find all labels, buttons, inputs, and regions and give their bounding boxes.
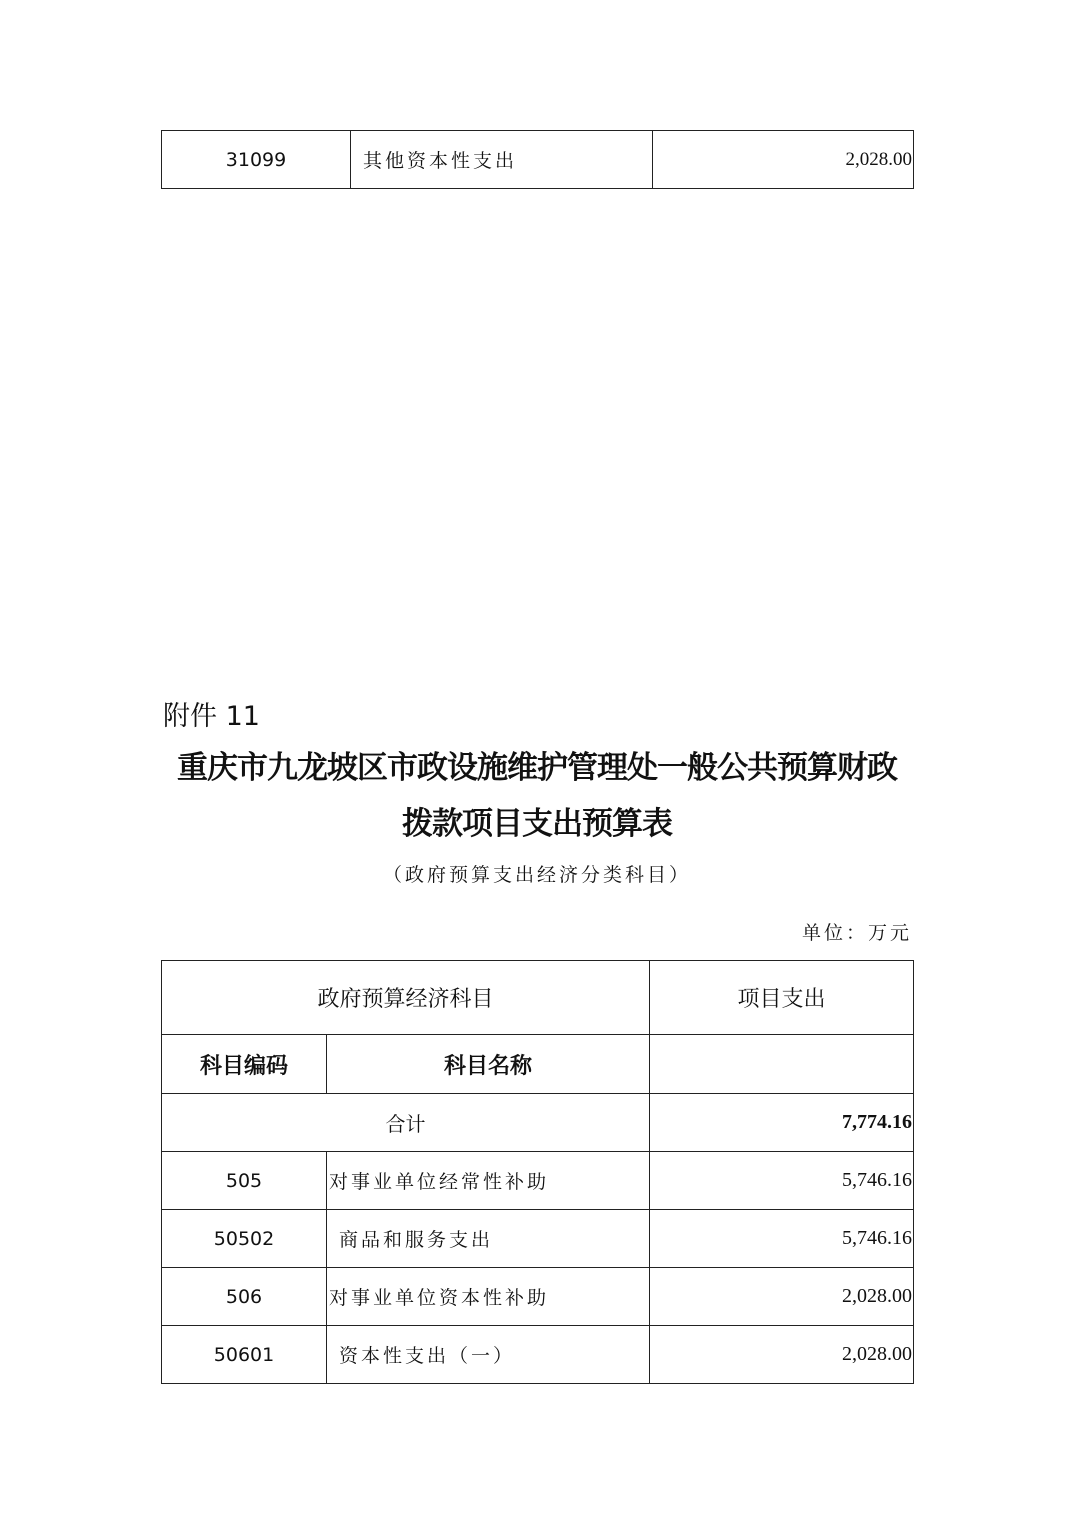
unit-label: 单位：万元: [801, 922, 912, 944]
table-row: [162, 131, 914, 189]
total-row: [162, 1094, 914, 1152]
budget-table: [161, 960, 914, 1384]
cell-amount: 2,028.00: [653, 131, 914, 189]
header-group-label: 政府预算经济科目: [162, 961, 650, 1035]
table-row: [162, 1268, 914, 1326]
table-row: [162, 1210, 914, 1268]
cell-code: 506: [162, 1268, 327, 1326]
page-title-line2: 拨款项目支出预算表: [402, 806, 672, 842]
cell-name: 其他资本性支出: [351, 131, 653, 189]
cell-amount: 2,028.00: [650, 1268, 914, 1326]
cell-code: 31099: [162, 131, 351, 189]
cell-amount: 5,746.16: [650, 1152, 914, 1210]
total-label: 合计: [162, 1094, 650, 1152]
subheader-row: [162, 1035, 914, 1094]
cell-name: 商品和服务支出: [327, 1210, 650, 1268]
attachment-label: 附件 11: [163, 701, 260, 732]
cell-amount: 5,746.16: [650, 1210, 914, 1268]
cell-name: 对事业单位资本性补助: [327, 1268, 650, 1326]
header-name-label: 科目名称: [327, 1035, 650, 1094]
header-code-label: 科目编码: [162, 1035, 327, 1094]
cell-name: 资本性支出（一）: [327, 1326, 650, 1384]
header-amount-label: 项目支出: [650, 961, 914, 1035]
page-title-line1: 重庆市九龙坡区市政设施维护管理处一般公共预算财政: [177, 750, 897, 786]
continuation-table: [161, 130, 914, 189]
table-row: [162, 1152, 914, 1210]
cell-code: 50601: [162, 1326, 327, 1384]
cell-code: 505: [162, 1152, 327, 1210]
table-row: [162, 1326, 914, 1384]
cell-name: 对事业单位经常性补助: [327, 1152, 650, 1210]
header-row: [162, 961, 914, 1035]
page-subtitle: （政府预算支出经济分类科目）: [382, 864, 691, 886]
cell-code: 50502: [162, 1210, 327, 1268]
cell-amount: 2,028.00: [650, 1326, 914, 1384]
header-empty-cell: [650, 1035, 914, 1094]
total-amount: 7,774.16: [650, 1094, 914, 1152]
